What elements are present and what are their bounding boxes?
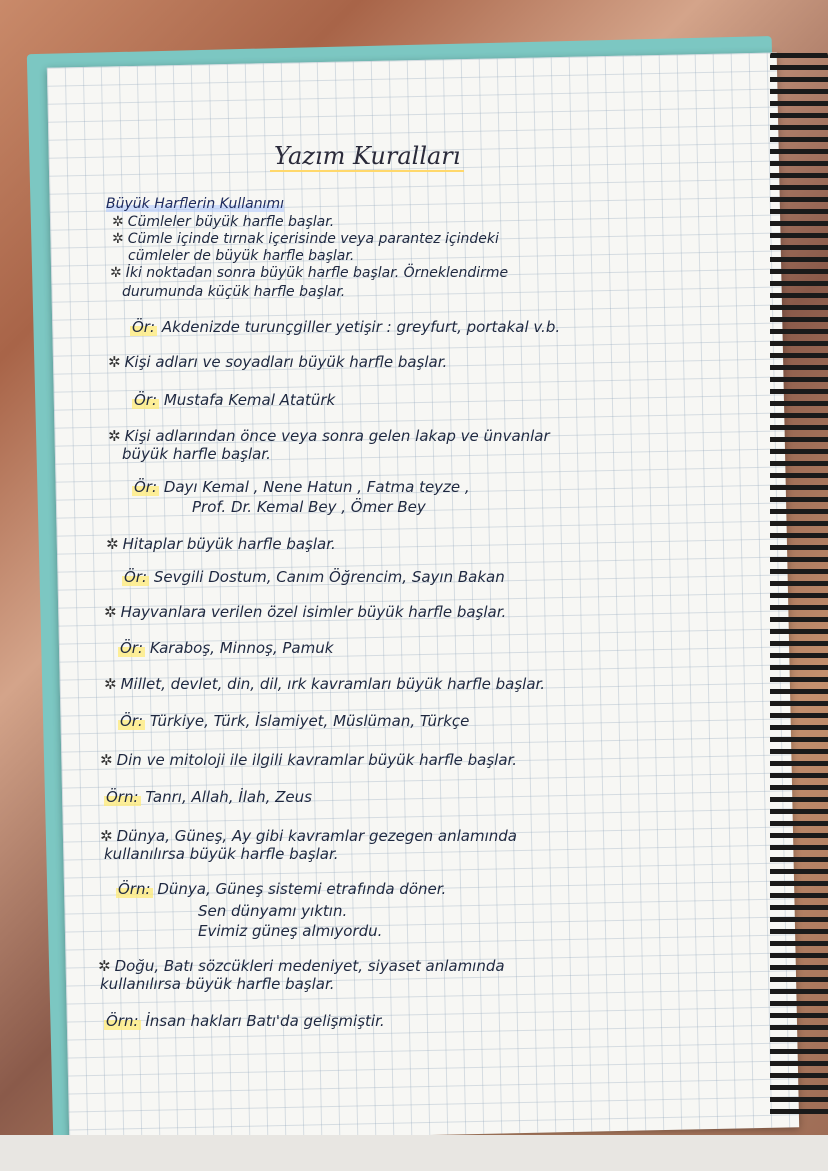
bullet-icon: ✲ (100, 827, 113, 845)
example-text: Prof. Dr. Kemal Bey , Ömer Bey (192, 498, 426, 516)
rule-line (122, 446, 271, 462)
rule-line (100, 828, 517, 844)
rule-line (108, 428, 550, 444)
example (198, 922, 382, 940)
rule-line (104, 604, 506, 620)
rule-text: kullanılırsa büyük harfle başlar. (100, 975, 335, 993)
rule-line (108, 354, 447, 370)
page-title: Yazım Kuralları (270, 142, 464, 172)
example-label: Örn: (106, 788, 139, 806)
note-line (128, 248, 354, 264)
example (132, 478, 470, 496)
rule-line (100, 752, 517, 768)
bullet-icon: ✲ (104, 675, 117, 693)
bullet-icon: ✲ (104, 603, 117, 621)
section-heading: Büyük Harflerin Kullanımı (106, 196, 285, 212)
example (198, 902, 347, 920)
bullet-icon: ✲ (108, 427, 121, 445)
example-label: Ör: (124, 568, 148, 586)
bullet-icon: ✲ (112, 214, 124, 230)
rule-line (100, 976, 335, 992)
example-text: Dünya, Güneş sistemi etrafında döner. (157, 880, 447, 898)
rule-text: Kişi adları ve soyadları büyük harfle başlar. (124, 353, 448, 371)
rule-text: büyük harfle başlar. (122, 445, 271, 463)
note-line-text: Cümle içinde tırnak içerisinde veya parantez içindeki (127, 231, 499, 247)
bullet-icon: ✲ (98, 957, 111, 975)
example-text: Tanrı, Allah, İlah, Zeus (145, 788, 312, 806)
example-label: Örn: (118, 880, 151, 898)
example-label: Ör: (120, 712, 144, 730)
bullet-icon: ✲ (112, 231, 124, 247)
rule-text: Millet, devlet, din, dil, ırk kavramları büyük harfle başlar. (120, 675, 546, 693)
bullet-icon: ✲ (108, 353, 121, 371)
note-line-text: durumunda küçük harfle başlar. (122, 284, 346, 300)
example-text: Evimiz güneş almıyordu. (198, 922, 383, 940)
example-text: Karaboş, Minnoş, Pamuk (149, 639, 334, 657)
rule-text: Doğu, Batı sözcükleri medeniyet, siyaset anlamında (114, 957, 505, 975)
example-text: Sen dünyamı yıktın. (198, 902, 348, 920)
note-line (110, 265, 508, 281)
note-line (122, 284, 345, 300)
rule-line (98, 958, 505, 974)
rule-text: kullanılırsa büyük harfle başlar. (104, 845, 339, 863)
note-line (112, 231, 499, 247)
example (192, 498, 426, 516)
example-label: Örn: (106, 1012, 139, 1030)
rule-text: Hayvanlara verilen özel isimler büyük harfle başlar. (120, 603, 507, 621)
example (132, 391, 335, 409)
example-text: Mustafa Kemal Atatürk (163, 391, 336, 409)
example (118, 712, 469, 730)
rule-line (104, 846, 339, 862)
example (104, 1012, 385, 1030)
example (104, 788, 312, 806)
example-label: Ör: (120, 639, 144, 657)
example (116, 880, 446, 898)
bullet-icon: ✲ (110, 265, 122, 281)
example-text: Dayı Kemal , Nene Hatun , Fatma teyze , (163, 478, 470, 496)
rule-line (104, 676, 545, 692)
rule-text: Din ve mitoloji ile ilgili kavramlar büyük harfle başlar. (116, 751, 518, 769)
note-line (112, 214, 334, 230)
spiral-binding (770, 50, 828, 1120)
note-line-text: cümleler de büyük harfle başlar. (128, 248, 355, 264)
rule-text: Dünya, Güneş, Ay gibi kavramlar gezegen anlamında (116, 827, 517, 845)
note-line-text: İki noktadan sonra büyük harfle başlar. Örneklendirme (125, 265, 509, 281)
example-label: Ör: (134, 478, 158, 496)
example-text: Sevgili Dostum, Canım Öğrencim, Sayın Bakan (153, 568, 505, 586)
example-text: Akdenizde turunçgiller yetişir : greyfurt, portakal v.b. (161, 318, 561, 336)
rule-text: Hitaplar büyük harfle başlar. (122, 535, 336, 553)
bottom-strip (0, 1135, 828, 1171)
example-label: Ör: (134, 391, 158, 409)
rule-text: Kişi adlarından önce veya sonra gelen lakap ve ünvanlar (124, 427, 550, 445)
example (130, 318, 560, 336)
example-text: Türkiye, Türk, İslamiyet, Müslüman, Türkçe (149, 712, 470, 730)
bullet-icon: ✲ (106, 535, 119, 553)
example (122, 568, 505, 586)
note-line-text: Cümleler büyük harfle başlar. (127, 214, 335, 230)
bullet-icon: ✲ (100, 751, 113, 769)
rule-line (106, 536, 336, 552)
example-text: İnsan hakları Batı'da gelişmiştir. (145, 1012, 385, 1030)
example-label: Ör: (132, 318, 156, 336)
example (118, 639, 333, 657)
